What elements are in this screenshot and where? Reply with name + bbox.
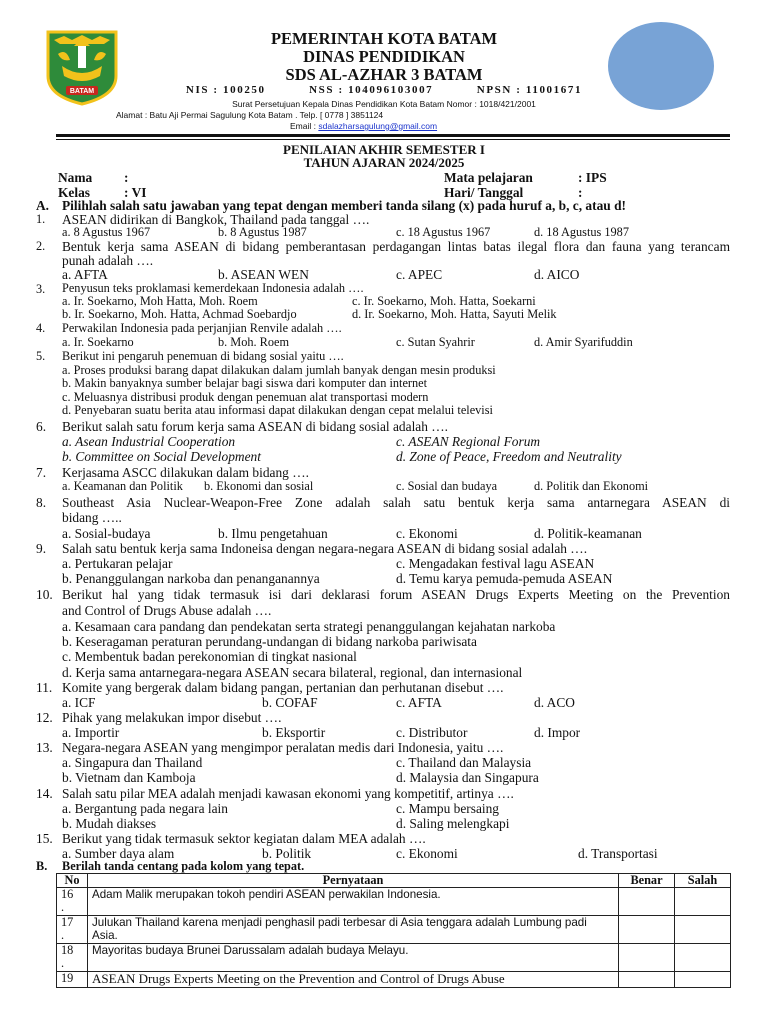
header-rule-thin	[56, 139, 730, 140]
q1-text: ASEAN didirikan di Bangkok, Thailand pada tanggal ….	[62, 212, 370, 227]
section-a-instruction: Pilihlah salah satu jawaban yang tepat dengan memberi tanda silang (x) pada huruf a, b, c, atau d!	[62, 198, 626, 213]
q8-option-a: a. Sosial-budaya	[62, 526, 151, 541]
q7-option-d: d. Politik dan Ekonomi	[534, 479, 649, 493]
q9-option-a: a. Pertukaran pelajar	[62, 556, 173, 571]
q1-option-b: b. 8 Agustus 1987	[218, 225, 307, 239]
exam-title: PENILAIAN AKHIR SEMESTER I	[283, 142, 485, 157]
q9-number: 9.	[36, 541, 47, 556]
q13-number: 13.	[36, 740, 53, 755]
mapel-value: : IPS	[578, 170, 607, 185]
letterhead-line-2: DINAS PENDIDIKAN	[303, 47, 465, 66]
true-checkbox-cell[interactable]	[619, 916, 675, 944]
q2-text-cont: punah adalah ….	[62, 253, 154, 268]
q3-option-c: c. Ir. Soekarno, Moh. Hatta, Soekarni	[352, 294, 536, 308]
q10-text-cont: and Control of Drugs Abuse adalah ….	[62, 603, 272, 618]
table-row	[57, 916, 731, 944]
q12-text: Pihak yang melakukan impor disebut ….	[62, 710, 282, 725]
table-header-row	[57, 874, 731, 888]
q5-option-d: d. Penyebaran suatu berita atau informasi dapat dilakukan dengan cepat melalui televisi	[62, 403, 493, 417]
email-label: Email :	[290, 121, 316, 131]
q3-number: 3.	[36, 282, 46, 296]
q5-text: Berikut ini pengaruh penemuan di bidang sosial yaitu ….	[62, 349, 344, 363]
q4-option-a: a. Ir. Soekarno	[62, 335, 134, 349]
kelas-value: : VI	[124, 185, 147, 200]
q8-text: Southeast Asia Nuclear-Weapon-Free Zone adalah salah satu bentuk kerja sama antarnegara ASEAN di	[62, 495, 730, 510]
q1-number: 1.	[36, 212, 46, 226]
q6-option-a: a. Asean Industrial Cooperation	[62, 434, 236, 449]
q11-text: Komite yang bergerak dalam bidang pangan, pertanian dan perhutanan disebut ….	[62, 680, 504, 695]
email-link[interactable]: sdalazharsagulung@gmail.com	[318, 121, 438, 131]
q2-option-b: b. ASEAN WEN	[218, 267, 309, 282]
q8-number: 8.	[36, 495, 47, 510]
q9-option-b: b. Penanggulangan narkoba dan penanganannya	[62, 571, 320, 586]
mapel-label: Mata pelajaran	[444, 170, 533, 185]
header-rule-thick	[56, 134, 730, 137]
q15-option-d: d. Transportasi	[578, 846, 658, 861]
table-row	[57, 888, 731, 916]
col-header-false: Salah	[675, 874, 731, 888]
section-b-letter: B.	[36, 859, 48, 873]
q14-number: 14.	[36, 786, 53, 801]
q7-option-c: c. Sosial dan budaya	[396, 479, 498, 493]
address-line: Alamat : Batu Aji Permai Sagulung Kota Batam . Telp. [ 0778 ] 3851124	[116, 110, 384, 120]
q10-option-d: d. Kerja sama antarnegara-negara ASEAN secara bilateral, regional, dan internasional	[62, 665, 523, 680]
q13-option-c: c. Thailand dan Malaysia	[396, 755, 532, 770]
q12-option-c: c. Distributor	[396, 725, 468, 740]
row-statement: Julukan Thailand karena menjadi penghasil padi terbesar di Asia tenggara adalah Lumbung padi Asia.	[88, 916, 619, 944]
col-header-statement: Pernyataan	[88, 874, 619, 888]
q8-option-c: c. Ekonomi	[396, 526, 458, 541]
q4-option-c: c. Sutan Syahrir	[396, 335, 475, 349]
q6-option-b: b. Committee on Social Development	[62, 449, 261, 464]
q13-option-d: d. Malaysia dan Singapura	[396, 770, 539, 785]
q7-number: 7.	[36, 465, 47, 480]
q7-option-a: a. Keamanan dan Politik	[62, 479, 183, 493]
q4-text: Perwakilan Indonesia pada perjanjian Renvile adalah ….	[62, 321, 342, 335]
q15-number: 15.	[36, 831, 53, 846]
q9-option-c: c. Mengadakan festival lagu ASEAN	[396, 556, 595, 571]
permit-line: Surat Persetujuan Kepala Dinas Pendidikan Kota Batam Nomor : 1018/421/2001	[232, 99, 536, 109]
q1-option-d: d. 18 Agustus 1987	[534, 225, 629, 239]
row-number: 18 .	[57, 944, 88, 972]
nama-colon: :	[124, 170, 129, 185]
q10-number: 10.	[36, 587, 53, 602]
q10-option-b: b. Keseragaman peraturan perundang-undangan di bidang narkoba pariwisata	[62, 634, 477, 649]
section-b-instruction: Berilah tanda centang pada kolom yang tepat.	[62, 859, 305, 873]
q6-number: 6.	[36, 419, 47, 434]
row-number: 17 .	[57, 916, 88, 944]
true-checkbox-cell[interactable]	[619, 888, 675, 916]
q6-text: Berikut salah satu forum kerja sama ASEAN di bidang sosial adalah ….	[62, 419, 449, 434]
q8-option-b: b. Ilmu pengetahuan	[218, 526, 328, 541]
row-number: 16 .	[57, 888, 88, 916]
q15-option-b: b. Politik	[262, 846, 312, 861]
hari-value: :	[578, 185, 583, 200]
q5-option-b: b. Makin banyaknya sumber belajar bagi siswa dari komputer dan internet	[62, 376, 428, 390]
kelas-label: Kelas	[58, 185, 90, 200]
q2-number: 2.	[36, 239, 46, 253]
q4-option-b: b. Moh. Roem	[218, 335, 290, 349]
false-checkbox-cell[interactable]	[675, 944, 731, 972]
row-statement: Mayoritas budaya Brunei Darussalam adalah budaya Melayu.	[88, 944, 619, 972]
q1-option-a: a. 8 Agustus 1967	[62, 225, 151, 239]
q6-option-d: d. Zone of Peace, Freedom and Neutrality	[396, 449, 622, 464]
row-statement: ASEAN Drugs Experts Meeting on the Prevention and Control of Drugs Abuse	[88, 972, 619, 988]
q10-option-c: c. Membentuk badan perekonomian di tingkat nasional	[62, 649, 357, 664]
table-row	[57, 972, 731, 988]
q11-option-b: b. COFAF	[262, 695, 318, 710]
q9-option-d: d. Temu karya pemuda-pemuda ASEAN	[396, 571, 613, 586]
false-checkbox-cell[interactable]	[675, 888, 731, 916]
q5-option-a: a. Proses produksi barang dapat dilakukan dalam jumlah banyak dengan mesin produksi	[62, 363, 496, 377]
q3-option-d: d. Ir. Soekarno, Moh. Hatta, Sayuti Melik	[352, 307, 557, 321]
col-header-no: No	[57, 874, 88, 888]
q14-option-c: c. Mampu bersaing	[396, 801, 500, 816]
q15-option-a: a. Sumber daya alam	[62, 846, 175, 861]
q12-number: 12.	[36, 710, 53, 725]
q1-option-c: c. 18 Agustus 1967	[396, 225, 491, 239]
statement-table	[56, 873, 731, 988]
q3-option-b: b. Ir. Soekarno, Moh. Hatta, Achmad Soebardjo	[62, 307, 297, 321]
q15-option-c: c. Ekonomi	[396, 846, 458, 861]
q2-text: Bentuk kerja sama ASEAN di bidang pemberantasan perdagangan lintas batas ilegal flora dan fauna yang terancam	[62, 239, 730, 254]
q15-text: Berikut yang tidak termasuk sektor kegiatan dalam MEA adalah ….	[62, 831, 426, 846]
q9-text: Salah satu bentuk kerja sama Indoneisa dengan negara-negara ASEAN di bidang sosial adalah ….	[62, 541, 588, 556]
school-ids: NIS : 100250 NSS : 104096103007 NPSN : 11001671	[185, 84, 583, 96]
q7-text: Kerjasama ASCC dilakukan dalam bidang ….	[62, 465, 309, 480]
table-row	[57, 944, 731, 972]
q13-text: Negara-negara ASEAN yang mengimpor peralatan medis dari Indonesia, yaitu ….	[62, 740, 504, 755]
row-number: 19	[57, 972, 88, 988]
nama-label: Nama	[58, 170, 93, 185]
exam-year: TAHUN AJARAN 2024/2025	[303, 155, 465, 170]
q12-option-d: d. Impor	[534, 725, 581, 740]
q2-option-a: a. AFTA	[62, 267, 108, 282]
q11-option-a: a. ICF	[62, 695, 96, 710]
q12-option-a: a. Importir	[62, 725, 120, 740]
hari-label: Hari/ Tanggal	[444, 185, 524, 200]
false-checkbox-cell[interactable]	[675, 972, 731, 988]
q14-option-b: b. Mudah diakses	[62, 816, 157, 831]
q11-number: 11.	[36, 680, 53, 695]
q4-number: 4.	[36, 321, 46, 335]
q11-option-c: c. AFTA	[396, 695, 442, 710]
q10-option-a: a. Kesamaan cara pandang dan pendekatan serta strategi penanggulangan kejahatan narkoba	[62, 619, 556, 634]
row-statement: Adam Malik merupakan tokoh pendiri ASEAN perwakilan Indonesia.	[88, 888, 619, 916]
q13-option-a: a. Singapura dan Thailand	[62, 755, 203, 770]
section-a-letter: A.	[36, 198, 50, 213]
q3-option-a: a. Ir. Soekarno, Moh Hatta, Moh. Roem	[62, 294, 258, 308]
q5-number: 5.	[36, 349, 46, 363]
q12-option-b: b. Eksportir	[262, 725, 326, 740]
email-line	[290, 121, 437, 131]
q13-option-b: b. Vietnam dan Kamboja	[62, 770, 196, 785]
q14-text: Salah satu pilar MEA adalah menjadi kawasan ekonomi yang kompetitif, artinya ….	[62, 786, 514, 801]
col-header-true: Benar	[619, 874, 675, 888]
letterhead-line-3: SDS AL-AZHAR 3 BATAM	[285, 65, 483, 84]
false-checkbox-cell[interactable]	[675, 916, 731, 944]
q14-option-d: d. Saling melengkapi	[396, 816, 510, 831]
q11-option-d: d. ACO	[534, 695, 575, 710]
letterhead-line-1: PEMERINTAH KOTA BATAM	[270, 29, 498, 48]
q10-text: Berikut hal yang tidak termasuk isi dari deklarasi forum ASEAN Drugs Experts Meeting on the Prevention	[62, 587, 730, 602]
q4-option-d: d. Amir Syarifuddin	[534, 335, 633, 349]
q2-option-c: c. APEC	[396, 267, 443, 282]
q8-option-d: d. Politik-keamanan	[534, 526, 642, 541]
q14-option-a: a. Bergantung pada negara lain	[62, 801, 228, 816]
q8-text-cont: bidang …..	[62, 510, 122, 525]
q5-option-c: c. Meluasnya distribusi produk dengan penemuan alat transportasi modern	[62, 390, 429, 404]
q7-option-b: b. Ekonomi dan sosial	[204, 479, 314, 493]
q3-text: Penyusun teks proklamasi kemerdekaan Indonesia adalah ….	[62, 281, 364, 295]
q6-option-c: c. ASEAN Regional Forum	[396, 434, 541, 449]
true-checkbox-cell[interactable]	[619, 972, 675, 988]
logo-text: BATAM	[69, 88, 95, 95]
true-checkbox-cell[interactable]	[619, 944, 675, 972]
q2-option-d: d. AICO	[534, 267, 580, 282]
